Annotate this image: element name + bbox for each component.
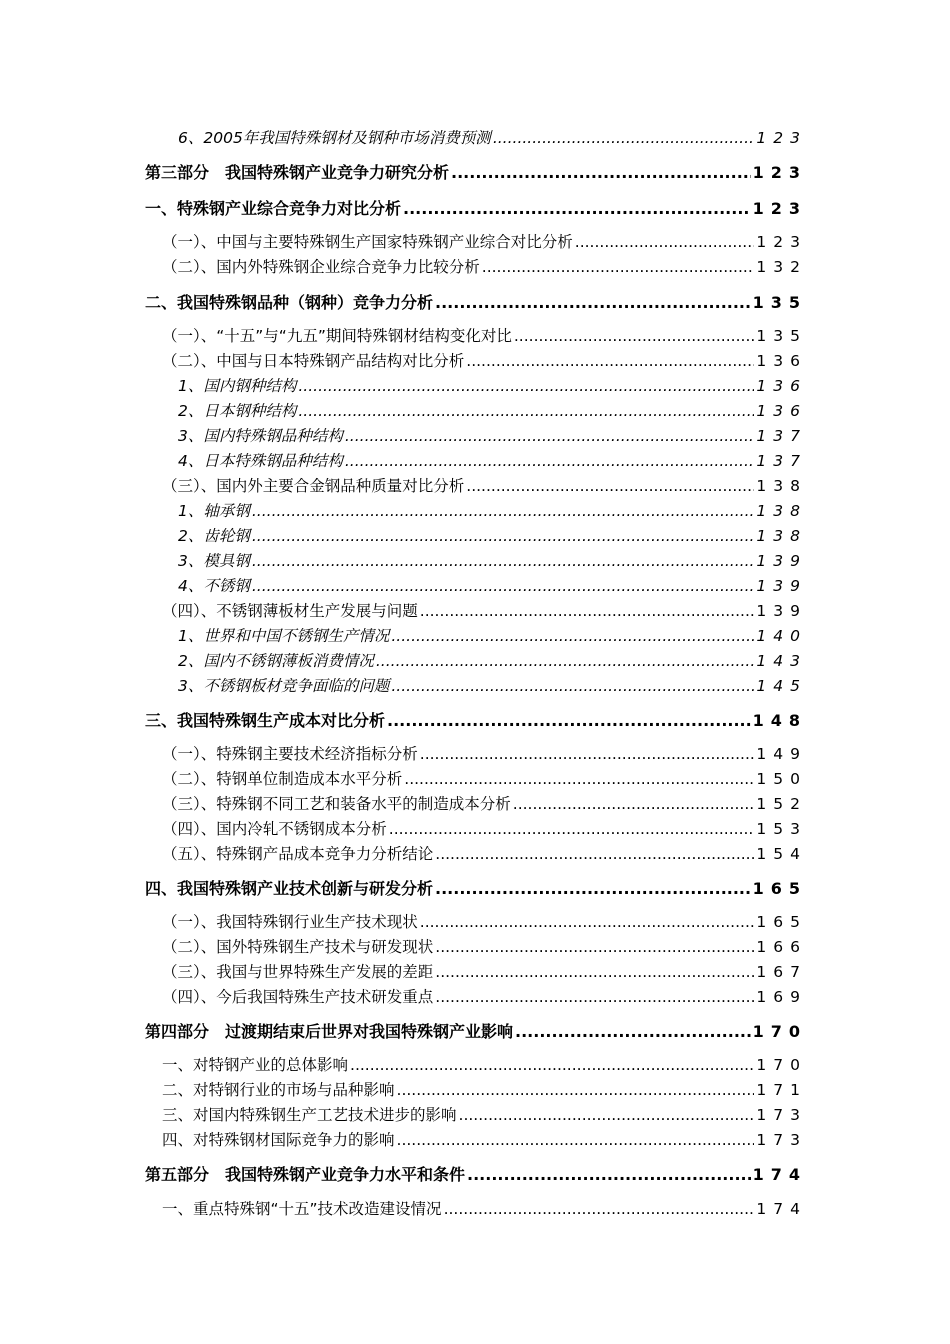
leader-dots	[493, 129, 755, 147]
leader-dots	[252, 527, 755, 545]
toc-entry[interactable]	[162, 1053, 807, 1075]
toc-entry-title: （一）、我国特殊钢行业生产技术现状	[162, 913, 418, 931]
toc-entry-title: 四、我国特殊钢产业技术创新与研发分析	[145, 879, 434, 898]
leader-dots	[404, 770, 754, 788]
toc-entry-page: 140	[756, 627, 807, 645]
leader-dots	[435, 293, 751, 312]
toc-entry[interactable]	[145, 1019, 807, 1042]
toc-entry-title: 四、对特殊钢材国际竞争力的影响	[162, 1131, 395, 1149]
toc-entry-page: 154	[756, 845, 807, 863]
toc-entry[interactable]	[145, 708, 807, 731]
leader-dots	[389, 820, 755, 838]
toc-entry-title: （二）、中国与日本特殊钢产品结构对比分析	[162, 352, 465, 370]
toc-entry-page: 135	[752, 293, 807, 312]
toc-entry-title: 6、2005年我国特殊钢材及钢种市场消费预测	[178, 129, 491, 147]
toc-entry[interactable]	[162, 599, 807, 621]
leader-dots	[252, 577, 755, 595]
leader-dots	[467, 1165, 751, 1184]
toc-entry-page: 170	[752, 1022, 807, 1041]
leader-dots	[459, 1106, 755, 1124]
toc-entry-page: 143	[756, 652, 807, 670]
toc-entry-page: 149	[756, 745, 807, 763]
leader-dots	[420, 913, 755, 931]
toc-entry-page: 166	[756, 938, 807, 956]
toc-entry-page: 139	[756, 602, 807, 620]
leader-dots	[376, 652, 755, 670]
toc-entry[interactable]	[178, 549, 807, 571]
toc-entry-page: 136	[756, 377, 807, 395]
toc-entry-title: 1、世界和中国不锈钢生产情况	[178, 627, 390, 645]
toc-entry[interactable]	[162, 1078, 807, 1100]
toc-entry[interactable]	[162, 1197, 807, 1219]
toc-entry[interactable]	[162, 1128, 807, 1150]
leader-dots	[387, 711, 751, 730]
leader-dots	[420, 602, 755, 620]
toc-entry-title: （四）、不锈钢薄板材生产发展与问题	[162, 602, 418, 620]
toc-entry[interactable]	[178, 499, 807, 521]
toc-entry-page: 167	[756, 963, 807, 981]
toc-entry-title: （四）、国内冷轧不锈钢成本分析	[162, 820, 387, 838]
toc-entry[interactable]	[178, 374, 807, 396]
toc-entry-page: 136	[756, 402, 807, 420]
toc-entry-title: 一、特殊钢产业综合竞争力对比分析	[145, 199, 402, 218]
leader-dots	[435, 879, 751, 898]
toc-entry[interactable]	[178, 574, 807, 596]
toc-entry[interactable]	[178, 449, 807, 471]
toc-entry[interactable]	[145, 290, 807, 313]
leader-dots	[345, 452, 755, 470]
toc-entry-title: （三）、国内外主要合金钢品种质量对比分析	[162, 477, 465, 495]
toc-entry[interactable]	[178, 399, 807, 421]
toc-entry[interactable]	[162, 255, 807, 277]
leader-dots	[298, 402, 754, 420]
leader-dots	[444, 1200, 755, 1218]
toc-entry-title: 三、对国内特殊钢生产工艺技术进步的影响	[162, 1106, 457, 1124]
toc-entry-title: 2、国内不锈钢薄板消费情况	[178, 652, 374, 670]
toc-entry-title: 二、对特钢行业的市场与品种影响	[162, 1081, 395, 1099]
toc-entry-page: 165	[752, 879, 807, 898]
toc-entry-page: 165	[756, 913, 807, 931]
toc-entry-title: 4、日本特殊钢品种结构	[178, 452, 343, 470]
toc-entry-title: （二）、特钢单位制造成本水平分析	[162, 770, 403, 788]
toc-entry-title: （五）、特殊钢产品成本竞争力分析结论	[162, 845, 434, 863]
toc-entry-title: 二、我国特殊钢品种（钢种）竞争力分析	[145, 293, 434, 312]
leader-dots	[435, 938, 754, 956]
toc-entry-page: 150	[756, 770, 807, 788]
toc-entry[interactable]	[178, 424, 807, 446]
toc-entry-title: 第四部分 过渡期结束后世界对我国特殊钢产业影响	[145, 1022, 514, 1041]
toc-entry[interactable]	[162, 474, 807, 496]
leader-dots	[345, 427, 755, 445]
toc-entry[interactable]	[162, 842, 807, 864]
toc-entry[interactable]	[145, 1162, 807, 1185]
toc-entry-page: 135	[756, 327, 807, 345]
toc-entry-title: （二）、国外特殊钢生产技术与研发现状	[162, 938, 434, 956]
toc-entry-page: 173	[756, 1106, 807, 1124]
toc-entry-page: 148	[752, 711, 807, 730]
toc-entry[interactable]	[162, 817, 807, 839]
leader-dots	[397, 1081, 755, 1099]
toc-entry-page: 132	[756, 258, 807, 276]
toc-entry[interactable]	[162, 960, 807, 982]
toc-entry-title: （四）、今后我国特殊生产技术研发重点	[162, 988, 434, 1006]
leader-dots	[466, 477, 754, 495]
toc-entry-page: 136	[756, 352, 807, 370]
leader-dots	[252, 502, 755, 520]
leader-dots	[298, 377, 754, 395]
toc-entry[interactable]	[178, 524, 807, 546]
leader-dots	[397, 1131, 755, 1149]
toc-entry-title: 2、日本钢种结构	[178, 402, 297, 420]
leader-dots	[515, 1022, 751, 1041]
toc-entry[interactable]	[162, 935, 807, 957]
toc-entry-page: 138	[756, 477, 807, 495]
leader-dots	[466, 352, 754, 370]
leader-dots	[575, 233, 755, 251]
toc-entry[interactable]	[162, 767, 807, 789]
leader-dots	[420, 745, 755, 763]
toc-entry-title: （一）、“十五”与“九五”期间特殊钢材结构变化对比	[162, 327, 512, 345]
toc-entry[interactable]	[162, 985, 807, 1007]
leader-dots	[482, 258, 755, 276]
leader-dots	[451, 163, 751, 182]
leader-dots	[435, 845, 754, 863]
toc-entry-page: 123	[756, 129, 807, 147]
toc-entry-title: 3、国内特殊钢品种结构	[178, 427, 343, 445]
toc-entry-page: 138	[756, 502, 807, 520]
toc-entry[interactable]	[162, 230, 807, 252]
toc-entry[interactable]	[178, 624, 807, 646]
toc-entry-page: 174	[752, 1165, 807, 1184]
toc-entry[interactable]	[162, 1103, 807, 1125]
toc-entry-title: 3、模具钢	[178, 552, 250, 570]
leader-dots	[252, 552, 755, 570]
toc-entry-page: 173	[756, 1131, 807, 1149]
toc-entry-title: （二）、国内外特殊钢企业综合竞争力比较分析	[162, 258, 480, 276]
toc-entry-title: 第五部分 我国特殊钢产业竞争力水平和条件	[145, 1165, 466, 1184]
toc-entry-page: 137	[756, 427, 807, 445]
leader-dots	[350, 1056, 754, 1074]
toc-entry[interactable]	[162, 742, 807, 764]
toc-entry-page: 152	[756, 795, 807, 813]
toc-entry-title: 三、我国特殊钢生产成本对比分析	[145, 711, 386, 730]
toc-entry-page: 139	[756, 577, 807, 595]
toc-entry-title: 1、国内钢种结构	[178, 377, 297, 395]
toc-entry[interactable]	[178, 126, 807, 148]
toc-entry[interactable]	[145, 160, 807, 183]
toc-entry-title: 2、齿轮钢	[178, 527, 250, 545]
toc-entry-title: 第三部分 我国特殊钢产业竞争力研究分析	[145, 163, 450, 182]
toc-entry[interactable]	[178, 649, 807, 671]
leader-dots	[435, 988, 754, 1006]
toc-entry-title: 一、重点特殊钢“十五”技术改造建设情况	[162, 1200, 442, 1218]
toc-entry-title: 一、对特钢产业的总体影响	[162, 1056, 349, 1074]
toc-entry-title: （一）、特殊钢主要技术经济指标分析	[162, 745, 418, 763]
leader-dots	[513, 795, 755, 813]
toc-entry-title: （三）、我国与世界特殊生产发展的差距	[162, 963, 434, 981]
toc-entry-page: 123	[752, 199, 807, 218]
toc-entry[interactable]	[145, 876, 807, 899]
toc-entry-page: 123	[752, 163, 807, 182]
toc-entry[interactable]	[145, 196, 807, 219]
toc-entry-page: 171	[756, 1081, 807, 1099]
toc-entry-page: 123	[756, 233, 807, 251]
toc-entry-page: 138	[756, 527, 807, 545]
toc-entry-page: 139	[756, 552, 807, 570]
leader-dots	[391, 677, 754, 695]
toc-entry[interactable]	[162, 792, 807, 814]
leader-dots	[391, 627, 754, 645]
toc-entry[interactable]	[178, 674, 807, 696]
toc-entry-title: 1、轴承钢	[178, 502, 250, 520]
toc-entry-title: 3、不锈钢板材竞争面临的问题	[178, 677, 390, 695]
leader-dots	[514, 327, 755, 345]
toc-entry-page: 170	[756, 1056, 807, 1074]
toc-entry[interactable]	[162, 349, 807, 371]
toc-entry-page: 145	[756, 677, 807, 695]
toc-entry-page: 169	[756, 988, 807, 1006]
leader-dots	[435, 963, 754, 981]
leader-dots	[403, 199, 751, 218]
toc-entry-title: 4、不锈钢	[178, 577, 250, 595]
toc-entry-title: （三）、特殊钢不同工艺和装备水平的制造成本分析	[162, 795, 511, 813]
toc-entry-page: 137	[756, 452, 807, 470]
toc-entry-page: 153	[756, 820, 807, 838]
toc-entry[interactable]	[162, 910, 807, 932]
toc-entry-page: 174	[756, 1200, 807, 1218]
toc-entry[interactable]	[162, 324, 807, 346]
toc-entry-title: （一）、中国与主要特殊钢生产国家特殊钢产业综合对比分析	[162, 233, 573, 251]
